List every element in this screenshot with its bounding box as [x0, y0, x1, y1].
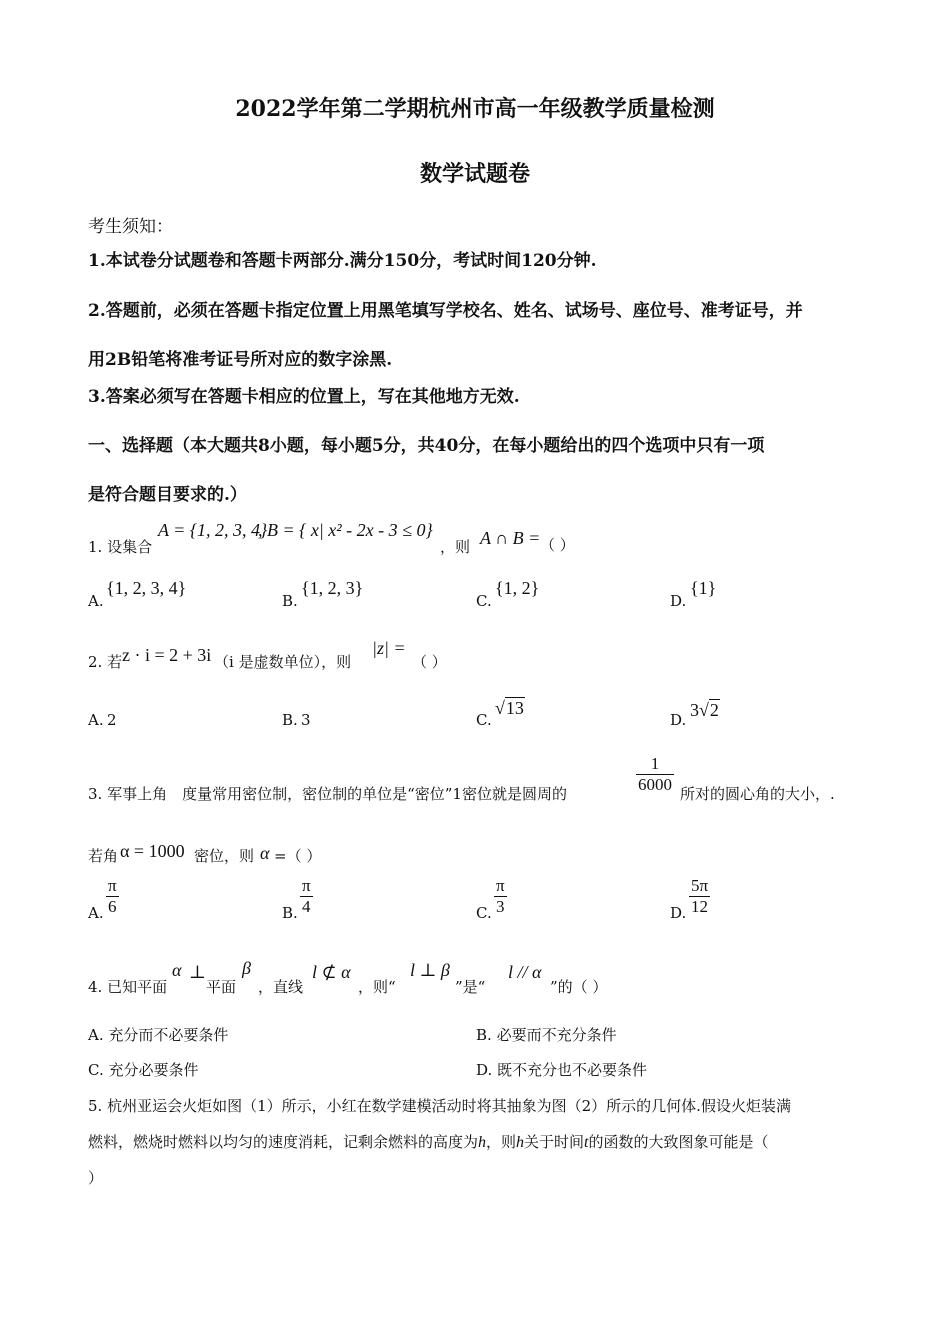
q2-option-c-label: C. — [476, 711, 492, 729]
q1-option-c-label: C. — [476, 592, 492, 610]
q4-alpha: α — [172, 960, 182, 980]
q2-option-b-label: B. — [282, 711, 298, 729]
q3-option-d-num: 5π — [691, 876, 709, 895]
q3-option-b-label: B. — [282, 904, 298, 922]
q4-tail: ”的（ ） — [550, 978, 608, 996]
q1-option-c: {1, 2} — [495, 578, 540, 598]
q1-option-b: {1, 2, 3} — [301, 578, 364, 598]
q1-option-d-label: D. — [670, 592, 687, 610]
q4-option-c — [88, 1059, 199, 1080]
q3-option-a-den: 6 — [106, 896, 119, 917]
q2-option-a-label: A. — [88, 711, 104, 729]
q1-option-a: {1, 2, 3, 4} — [106, 578, 187, 598]
q3-option-d — [689, 876, 710, 917]
q3-text-2: 所对的圆心角的大小，. — [680, 785, 835, 803]
q3-option-a-num: π — [108, 876, 117, 895]
q3-option-b-num: π — [302, 876, 311, 895]
q3-option-c-num: π — [496, 876, 505, 895]
q3-line2-var: α — [260, 843, 270, 863]
q2-prefix: 2. 若 — [88, 653, 123, 671]
q4-is: ”是“ — [455, 978, 486, 996]
q3-line2-eq: α = 1000 — [120, 841, 185, 861]
q4-option-b — [476, 1024, 617, 1045]
q2-option-c — [495, 698, 525, 719]
q1-option-d: {1} — [690, 578, 717, 598]
q5-line-2a: 燃料，燃烧时燃料以均匀的速度消耗，记剩余燃料的高度为 — [88, 1133, 479, 1151]
q4-option-a-text: 充分而不必要条件 — [108, 1026, 229, 1044]
q4-option-d — [476, 1059, 647, 1080]
q3-line2-prefix: 若角 — [88, 847, 119, 865]
q1-option-b-label: B. — [282, 592, 298, 610]
q5-var-h2: h — [516, 1134, 525, 1151]
q4-option-b-text: 必要而不充分条件 — [496, 1026, 617, 1044]
q4-cond2: l // α — [508, 962, 542, 982]
q1-paren: （ ） — [540, 536, 575, 554]
q4-l-not-in: l ⊄ α — [312, 962, 351, 982]
q4-then: ，则“ — [358, 978, 396, 996]
q3-text-1: 3. 军事上角 度量常用密位制，密位制的单位是“密位”1密位就是圆周的 — [88, 785, 567, 803]
q5-var-h: h — [478, 1134, 487, 1151]
q2-option-b: 3 — [301, 711, 311, 729]
q2-option-d-radicand: 2 — [709, 700, 719, 720]
q4-cond1: l ⊥ β — [410, 960, 450, 980]
q3-line2-mid: 密位，则 — [194, 847, 255, 865]
q1-prefix: 1. 设集合 — [88, 538, 153, 556]
q2-option-d-coef: 3 — [690, 700, 699, 720]
notice-item-2: 2.答题前，必须在答题卡指定位置上用黑笔填写学校名、姓名、试场号、座位号、准考证号，并 — [88, 301, 803, 321]
q4-beta: β — [242, 958, 251, 978]
notice-item-1: 1.本试卷分试题卷和答题卡两部分.满分150分，考试时间120分钟. — [88, 251, 597, 271]
q4-perp: ⊥ — [189, 962, 206, 982]
q2-option-c-radicand: 13 — [505, 698, 524, 718]
q2-option-a: 2 — [107, 711, 117, 729]
exam-title: 2022学年第二学期杭州市高一年级教学质量检测 — [235, 96, 715, 122]
q5-line-3: ） — [88, 1169, 104, 1187]
q3-option-a — [106, 876, 119, 917]
q5-line-2 — [88, 1131, 769, 1152]
q3-option-c-label: C. — [476, 904, 492, 922]
q5-var-t: t — [584, 1134, 589, 1151]
q3-option-a-label: A. — [88, 904, 104, 922]
q3-frac-den: 6000 — [638, 775, 672, 794]
notice-item-3: 3.答案必须写在答题卡相应的位置上，写在其他地方无效. — [88, 387, 520, 407]
q2-paren: （ ） — [412, 653, 447, 671]
q4-line-text: ，直线 — [258, 978, 304, 996]
notice-item-2-cont: 用2B铅笔将准考证号所对应的数字涂黑. — [88, 350, 393, 370]
q4-plane2: 平面 — [206, 978, 237, 996]
q3-option-d-den: 12 — [689, 896, 710, 917]
q2-equation: z · i = 2 + 3i — [122, 645, 212, 665]
q4-option-d-text: 既不充分也不必要条件 — [497, 1061, 648, 1079]
section-heading: 一、选择题（本大题共8小题，每小题5分，共40分，在每小题给出的四个选项中只有一项 — [88, 436, 765, 456]
q3-option-c-den: 3 — [494, 896, 507, 917]
q3-option-d-label: D. — [670, 904, 687, 922]
q5-line-2d: 的函数的大致图象可能是（ — [588, 1133, 769, 1151]
q2-option-d-label: D. — [670, 711, 687, 729]
q2-expr: |z| = — [372, 638, 406, 658]
q3-option-b — [300, 876, 313, 917]
exam-subtitle: 数学试题卷 — [419, 161, 530, 187]
q5-line-1: 5. 杭州亚运会火炬如图（1）所示，小红在数学建模活动时将其抽象为图（2）所示的几何体.假设火炬装满 — [88, 1097, 791, 1115]
q5-line-2c: 关于时间 — [524, 1133, 585, 1151]
q1-then: ，则 — [440, 538, 471, 556]
q3-fraction — [636, 754, 674, 795]
q3-option-b-den: 4 — [300, 896, 313, 917]
q4-option-d-label: D. — [476, 1061, 493, 1079]
q4-option-a — [88, 1024, 228, 1045]
q2-option-d — [690, 700, 720, 721]
q3-line2-paren: =（ ） — [274, 847, 322, 865]
q4-option-c-label: C. — [88, 1061, 104, 1079]
q3-option-c — [494, 876, 507, 917]
q1-set-a: A = {1, 2, 3, 4} — [158, 520, 268, 540]
q4-option-b-label: B. — [476, 1026, 492, 1044]
sqrt-icon: √ — [495, 698, 505, 718]
q3-frac-num: 1 — [650, 754, 660, 773]
q1-set-b: , B = { x| x² - 2x - 3 ≤ 0} — [258, 520, 433, 540]
q5-line-2b: ，则 — [486, 1133, 517, 1151]
q4-option-a-label: A. — [88, 1026, 104, 1044]
section-heading-cont: 是符合题目要求的.） — [88, 485, 247, 505]
sqrt-icon: √ — [699, 700, 709, 720]
q1-option-a-label: A. — [88, 592, 104, 610]
q1-expr: A ∩ B = — [480, 528, 541, 548]
q2-note: （i 是虚数单位），则 — [214, 653, 352, 671]
q4-option-c-text: 充分必要条件 — [108, 1061, 199, 1079]
q4-prefix: 4. 已知平面 — [88, 978, 168, 996]
notice-heading: 考生须知： — [88, 217, 173, 237]
